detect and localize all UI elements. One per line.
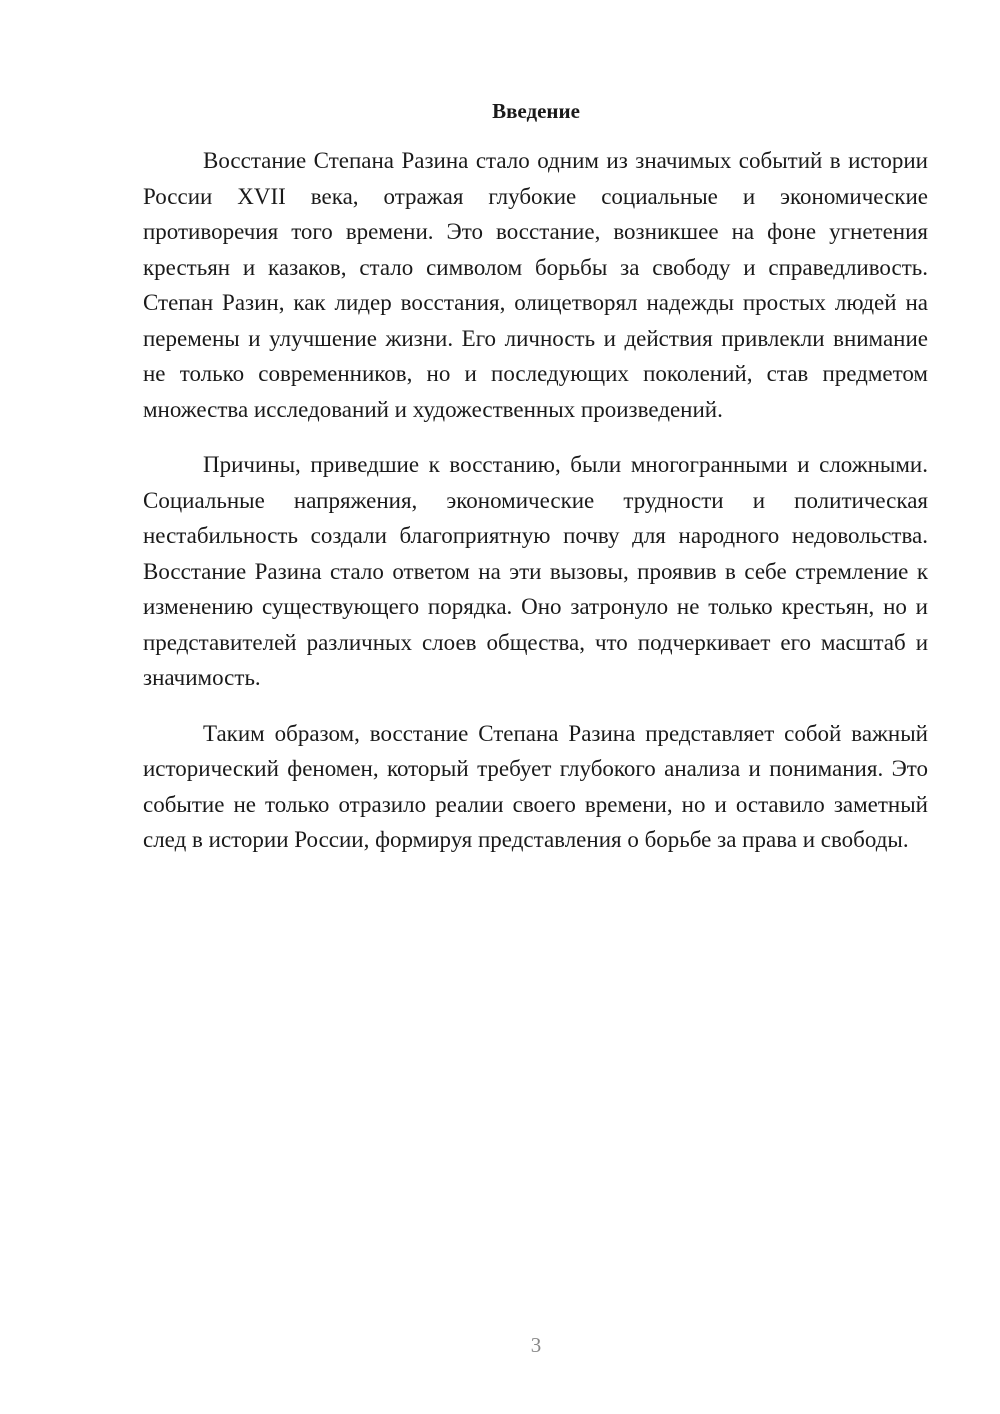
body-text (143, 143, 928, 878)
paragraph-3: Таким образом, восстание Степана Разина представляет собой важный исторический феномен, который требует глубокого анализа и понимания. Это событие не только отразило реалии своего времени, но и оставило заметный след в истории России, формируя представления о борьбе за права и свободы. (143, 720, 928, 852)
paragraph-1: Восстание Степана Разина стало одним из значимых событий в истории России XVII века, отражая глубокие социальные и экономические противоречия того времени. Это восстание, возникшее на фоне угнетения крестьян и казаков, стало символом борьбы за свободу и справедливость. Степан Разин, как лидер восстания, олицетворял надежды простых людей на перемены и улучшение жизни. Его личность и действия привлекли внимание не только современников, но и последующих поколений, став предметом множества исследований и художественных произведений. (143, 148, 928, 422)
page-number: 3 (530, 1333, 542, 1357)
paragraph-2: Причины, приведшие к восстанию, были многогранными и сложными. Социальные напряжения, экономические трудности и политическая нестабильность создали благоприятную почву для народного недовольства. Восстание Разина стало ответом на эти вызовы, проявив в себе стремление к изменению существующего порядка. Оно затронуло не только крестьян, но и представителей различных слоев общества, что подчеркивает его масштаб и значимость. (143, 452, 928, 690)
section-heading: Введение (492, 99, 580, 123)
